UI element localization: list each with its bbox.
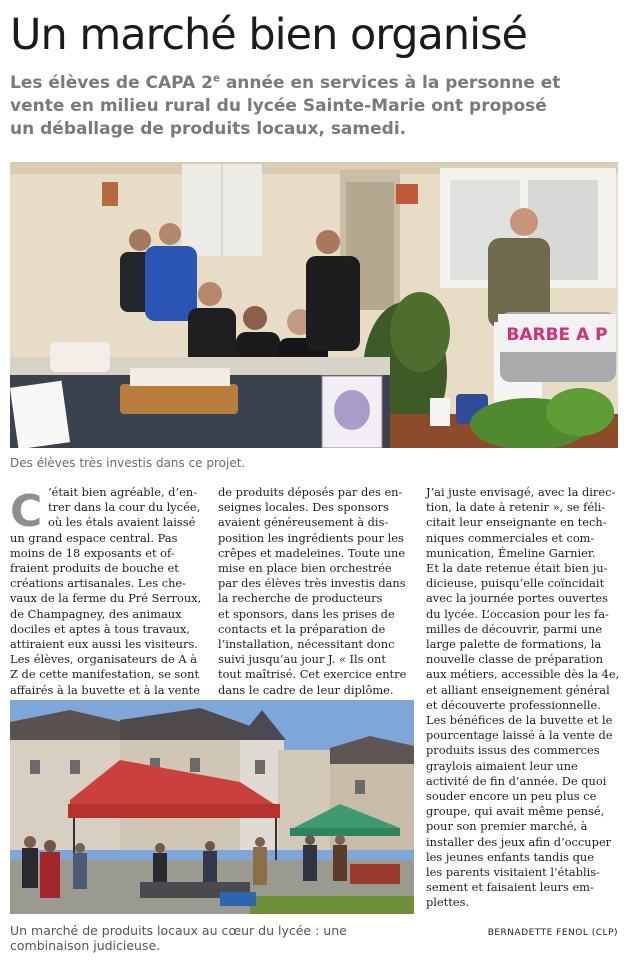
standfirst xyxy=(10,72,622,141)
col2-line: crêpes et madeleines. Toute une xyxy=(218,545,406,560)
col2-line: suivi jusqu’au jour J. « Ils ont xyxy=(218,652,386,667)
photo-credit: BERNADETTE FENOL (CLP) xyxy=(487,928,618,938)
caption-bottom-line-2: combinaison judicieuse. xyxy=(10,938,161,953)
article-column-2 xyxy=(218,485,414,698)
col3-line: J’ai juste envisagé, avec la direc- xyxy=(426,485,616,499)
col1-line: vaux de la ferme du Pré Serroux, xyxy=(10,591,202,606)
col3-line: Et la date retenue était bien ju- xyxy=(426,561,608,576)
col2-line: par des élèves très investis dans xyxy=(218,576,406,591)
col1-line: Z de cette manifestation, se sont xyxy=(10,667,200,682)
col3-line: graylois aimaient leur une xyxy=(426,758,578,773)
col2-line: position les ingrédients pour les xyxy=(218,530,404,545)
banner-text: BARBE A P xyxy=(506,325,608,345)
col3-line: groupe, qui avait même pensé, xyxy=(426,804,605,819)
col3-line: pourcentage laissé à la vente de xyxy=(426,728,613,743)
col1-line: créations artisanales. Les che- xyxy=(10,576,187,591)
col3-line: du lycée. L’occasion pour les fa- xyxy=(426,606,609,621)
col1-line: moins de 18 exposants et of- xyxy=(10,545,175,560)
col2-line: dans le cadre de leur diplôme. xyxy=(218,682,394,697)
col2-line: tout maîtrisé. Cet exercice entre xyxy=(218,667,407,682)
col3-line: et découverte professionnelle. xyxy=(426,697,601,712)
article-column-3 xyxy=(426,485,622,911)
col1-line: affairés à la buvette et à la vente xyxy=(10,682,200,697)
photo-students-stand-illustration xyxy=(10,162,618,448)
drop-cap: C xyxy=(10,486,43,537)
col2-line: de produits déposés par des en- xyxy=(218,485,403,499)
photo-students-stand xyxy=(10,162,618,448)
col1-line: de Champagney, des animaux xyxy=(10,606,182,621)
photo-market-courtyard-illustration xyxy=(10,700,414,914)
col3-line: et alliant enseignement général xyxy=(426,682,610,697)
col1-line: Les élèves, organisateurs de A à xyxy=(10,652,198,667)
col3-line: large palette de formations, la xyxy=(426,637,602,652)
col3-line: Les bénéfices de la buvette et le xyxy=(426,713,613,728)
headline: Un marché bien organisé xyxy=(10,10,527,60)
col2-line: l’installation, nécessitant donc xyxy=(218,637,395,652)
article-column-1 xyxy=(10,485,208,698)
col3-line: dicieuse, puisqu’elle coïncidait xyxy=(426,576,605,591)
caption-bottom-line-1: Un marché de produits locaux au cœur du lycée : une xyxy=(10,923,347,938)
col1-line: fraient produits de bouche et xyxy=(10,561,179,576)
col3-line: plettes. xyxy=(426,895,470,910)
caption-bottom xyxy=(10,923,347,953)
col3-line: tion, la date à retenir », se féli- xyxy=(426,500,606,515)
col1-line: un grand espace central. Pas xyxy=(10,530,178,545)
col3-line: milles de découvrir, parmi une xyxy=(426,621,603,636)
col3-line: les parents visitaient l’établis- xyxy=(426,865,600,880)
col3-line: les jeunes enfants tandis que xyxy=(426,849,594,864)
col3-line: nouvelle classe de préparation xyxy=(426,652,604,667)
col3-line: activité de fin d’année. De quoi xyxy=(426,773,607,788)
photo-market-courtyard xyxy=(10,700,414,914)
col3-line: produits issus des commerces xyxy=(426,743,600,758)
col2-line: avaient généreusement à dis- xyxy=(218,515,389,530)
col1-line: dociles et aptes à tous travaux, xyxy=(10,621,190,636)
col2-line: et sponsors, dans les prises de xyxy=(218,606,395,621)
col2-line: seignes locales. Des sponsors xyxy=(218,500,389,515)
col3-line: installer des jeux afin d’occuper xyxy=(426,834,612,849)
caption-top: Des élèves très investis dans ce projet. xyxy=(10,456,246,470)
standfirst-line-3: un déballage de produits locaux, samedi. xyxy=(10,119,407,139)
col3-line: munication, Émeline Garnier. xyxy=(426,545,596,560)
col1-line: où les étals avaient laissé xyxy=(48,515,196,530)
col3-line: niques commerciales et com- xyxy=(426,530,595,545)
col3-line: avec la journée portes ouvertes xyxy=(426,591,608,606)
col3-line: aux métiers, accessible dès la 4e, xyxy=(426,667,620,682)
col2-line: mise en place bien orchestrée xyxy=(218,561,392,576)
standfirst-line-2: vente en milieu rural du lycée Sainte-Marie ont proposé xyxy=(10,96,547,116)
col2-line: contacts et la préparation de xyxy=(218,621,386,636)
col3-line: souder encore un peu plus ce xyxy=(426,789,597,804)
col3-line: sement et faisaient leurs em- xyxy=(426,880,594,895)
col3-line: pour son premier marché, à xyxy=(426,819,588,834)
col2-line: la recherche de producteurs xyxy=(218,591,383,606)
col1-line: ’était bien agréable, d’en- xyxy=(48,485,198,499)
col3-line: citait leur enseignante en tech- xyxy=(426,515,607,530)
col1-line: attiraient eux aussi les visiteurs. xyxy=(10,637,198,652)
col1-line: trer dans la cour du lycée, xyxy=(48,500,201,515)
standfirst-line-1: Les élèves de CAPA 2e année en services à la personne et xyxy=(10,73,561,93)
